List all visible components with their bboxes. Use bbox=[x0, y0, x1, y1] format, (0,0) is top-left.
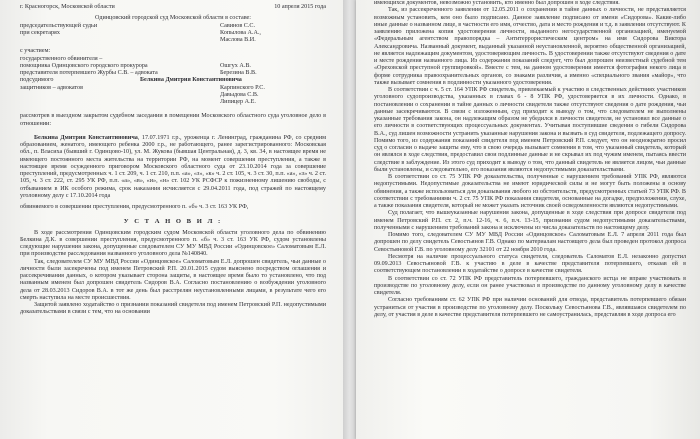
page-right-content bbox=[374, 0, 686, 319]
paragraph: Помимо того, следователем СУ МУ МВД России «Одинцовское» Саломатовым Е.Л. 7 апреля 2011 года был допрошен по делу свидетель Севостьянов Г.В. Однако по материалам настоящего дела был проведен протокол допроса Севостьяновой Г.В. по уголовному делу 32101 от 22 ноября 2010 года. bbox=[374, 232, 686, 253]
document-page-left bbox=[0, 0, 343, 439]
court-line: Одинцовский городской суд Московской области в составе: bbox=[95, 15, 251, 22]
paragraph: В соответствии со ст. 72 УПК РФ представитель потерпевшего, гражданского истца не вправе участвовать в производстве по уголовному делу, если он ранее участвовал в производстве по данному уголовному делу в качестве свидетеля. bbox=[374, 275, 686, 296]
paragraph: Согласно требованиям ст. 62 УПК РФ при наличии оснований для отвода, представитель потерпевшего обязан устраниться от участия в производстве по уголовному делу. Поскольку Севостьянова Г.В., являвшаяся свидетелем по делу, от участия в деле в качестве представителя потерпевшего не самоустранилась, представляя в ходе допроса его bbox=[374, 297, 686, 318]
participant-row: Давыдова С.В. bbox=[220, 91, 259, 98]
defendant-name: Белкина Дмитрия Константиновича bbox=[34, 134, 138, 141]
paragraph: В соответствии с ч. 5 ст. 164 УПК РФ свидетель, привлекаемый к участию в следственных действиях участников уголовного судопроизводства, указанных в главах 6 - 8 УПК РФ, удостоверяется в их личности. Однако, в постановлении о сохранении в тайне данных о личности свидетеля также отсутствуют сведения о дате рождения, чьи данные засекречиваются. В связи с изложенным, суд приходит к выводу о том, что следователем не выполнены указанные требования закона, он надлежащим образом не убедился в личности свидетеля, не установил все данные о его личности в соответствующих процессуальных документах. Учитывая поступившие сведения о гибели Сидорова В.А., суд лишен возможности устранить указанные нарушения закона и вызвать в суд свидетеля, подлежащего допросу. Помимо того, из содержания показаний свидетеля под именем Петровский Р.П. следует, что он неоднократно просил суд о согласии о выдаче защиты ему, что в свою очередь вызывает сомнения в том, что указанный свидетель, который он являлся в ходе следствия, предоставил свои подлинные данные и не скрывал их под чужим именем, пытаясь ввести следствие в заблуждение. Из этого суд приходит к выводу о том, что данный свидетель не является лицом, чьи данные были установлены, и следовательно, его показания являются недопустимыми доказательствами. bbox=[374, 87, 686, 173]
defendant-paragraph bbox=[20, 135, 326, 200]
paragraph: Защитой заявлено ходатайство о признании показаний свидетеля под именем Петровский Р.П. недопустимыми доказательствами в связи с тем, что на основании bbox=[20, 302, 326, 316]
date: 10 апреля 2015 года bbox=[274, 4, 326, 10]
paragraph: имеющихся документов, невозможно установить, кто именно был допрошен в ходе следствия. bbox=[374, 0, 620, 6]
ruling-heading: У С Т А Н О В И Л : bbox=[123, 218, 223, 226]
paragraph: В ходе рассмотрения Одинцовским городским судом Московской области уголовного дела по обвинению Белкина Д.К. в совершении преступления, предусмотренного п. «б» ч. 3 ст. 163 УК РФ, судом установлены следующие нарушения закона, допущенные следователем СУ МУ МВД России «Одинцовское» Саломатовым Е.Л. при производстве расследования названного уголовного дела №140840. bbox=[20, 229, 326, 258]
paragraph: Так, следователем СУ МУ МВД России «Одинцовское» Саломатовым Е.Л. допрошен свидетель, чьи данные о личности были засекречены под именем Петровский Р.П. 20.01.2015 судом выяснено посредством оглашения и рассекречивания данных, о котором указывает сторона защиты, в настоящее время было то установлено, что под названным именем был допрошен свидетель Сидоров В.А. Согласно постановлению о возбуждении уголовного дела от 28.03.2013 Сидоров В.А. в тот же день был расстрелян неустановленными лицами, в результате чего его смерть наступила на месте происшествия. bbox=[20, 258, 326, 301]
page-left-content bbox=[20, 4, 326, 317]
composition-row: при секретарях Копылова А.А., bbox=[20, 29, 261, 36]
accused-text: обвиняемого в совершении преступления, предусмотренного п. «б» ч. 3 ст. 163 УК РФ, bbox=[20, 204, 249, 210]
participant-row: Липицер А.Е. bbox=[220, 99, 256, 105]
participant-row: помощника Одинцовского городского прокурора Ошгух А.В. bbox=[20, 62, 251, 69]
paragraph: Несмотря на наличие процессуального статуса свидетеля, следователь Саломатов Е.Л. незаконно допустил 09.09.2013 Севостьяновой Г.В. к участию в деле в качестве представителя потерпевшего, отказав ей в соответствующем постановлении в ходатайстве о допросе в качестве свидетеля. bbox=[374, 253, 686, 275]
header-line bbox=[20, 4, 326, 11]
defendant-details: , 17.07.1971 г.р., уроженца г. Ленинград, гражданина РФ, со средним образованием, женатого, имеющего ребенка 2000 г.р., не работающего, ранее зарегистрированного: Московская обл., п. Власиха (бывший г. Одинцово-10), ул. М. Жукова (бывшая Центральная), д. 3, кв. 34, в настоящее время не имеющего постоянного места жительства на территории РФ, на момент совершения преступления, а также в настоящее время осужденного приговором Московского областного суда от 23.10.2014 года за совершение преступлений, предусмотренных ч. 1 ст. 209, ч. 1 ст. 210, п.п. «а», «з», «к» ч. 2 ст. 105, ч. 3 ст. 30, п.п. «а», «з» ч. 2 ст. 105, ч. 3 ст. 222, ст. 295 УК РФ, п.п. «а», «в», «и», «н» ст. 102 УК РСФСР к пожизненному лишению свободы, с отбыванием в ИК особого режима, срок наказания исчисляется с 29.04.2011 года, под стражей по настоящему уголовному делу с 17.10.2014 года bbox=[20, 134, 327, 199]
page-gap bbox=[343, 0, 356, 439]
paragraph: Суд полагает, что вышеуказанные нарушения закона, допущенные в ходе следствия при допросе свидетеля под именем Петровский Р.П. ст. 2, п.ч. 12-16, ч. 6, п.ч. 13-15, признания судом недопустимыми доказательствами, полученными с нарушением требований закона и исключены из числа доказательств по настоящему делу. bbox=[374, 210, 686, 231]
composition-row: Маслова В.И. bbox=[220, 37, 256, 43]
paragraph: В соответствии со ст. 75 УПК РФ доказательства, полученные с нарушением требований УПК РФ, являются недопустимыми. Недопустимые доказательства не имеют юридической силы и не могут быть положены в основу обвинения, а также использоваться для доказывания любого из обстоятельств, предусмотренных статьей 73 УПК РФ. В соответствии с требованиями ч. 2 ст. 75 УПК РФ показания свидетеля, основанные на догадке, предположении, слухе, а также показания свидетеля, который не может указать источник своей осведомленности являются недопустимыми. bbox=[374, 174, 686, 209]
consider-text: рассмотрев в выездном закрытом судебном заседании в помещении Московского областного суда уголовное дело в отношении: bbox=[20, 113, 326, 127]
participant-row: подсудимого Белкина Дмитрия Константиновича bbox=[20, 77, 242, 84]
paragraph: Так, из рассекреченного заявления от 12.05.2011 о сохранении в тайне данных о личности, не представляется возможным установить, кем оно было подписано. Данное заявление подписано от имени «Сидорова». Какие-либо иные данные о названном лице, в частности его имя, отчество, дата и место рождения и т.д. в заявлении отсутствуют. К заявлению приложена копия удостоверения личности, выданного негосударственной организацией, именуемой «Федеральным агентством правопорядка – Антитеррористическим центром» на имя Сидорова Виктора Александровича. Названный документ, выданный указанной неустановленной, вероятно общественной организацией, не является надлежащим документом, удостоверяющим личность. В удостоверении также отсутствуют сведения о дате и месте рождения названного лица. Из содержания показаний следует, что был допрошен неизвестный судебной тем «Ореховской преступной группировкой». Вместе с тем, на данном удостоверении имеется фотография некого лица в форме сотрудника правоохранительных органов, со знаками различия, а именно «специального звания «майор», что также вызывает сомнения в подлинности указанного удостоверения. bbox=[374, 7, 686, 86]
composition-row: председательствующей судьи Савинов С.С. bbox=[20, 22, 256, 29]
participant-row: защитников – адвокатов Карпинского Р.С. bbox=[20, 84, 265, 91]
participant-row: государственного обвинителя – bbox=[20, 55, 103, 62]
participants-intro: с участием: bbox=[20, 48, 51, 55]
document-page-right bbox=[356, 0, 700, 439]
participant-row: представителя потерпевшего Журбы С.В. – адвоката Березина В.В. bbox=[20, 70, 257, 76]
city: г. Красногорск, Московской области bbox=[20, 4, 115, 10]
